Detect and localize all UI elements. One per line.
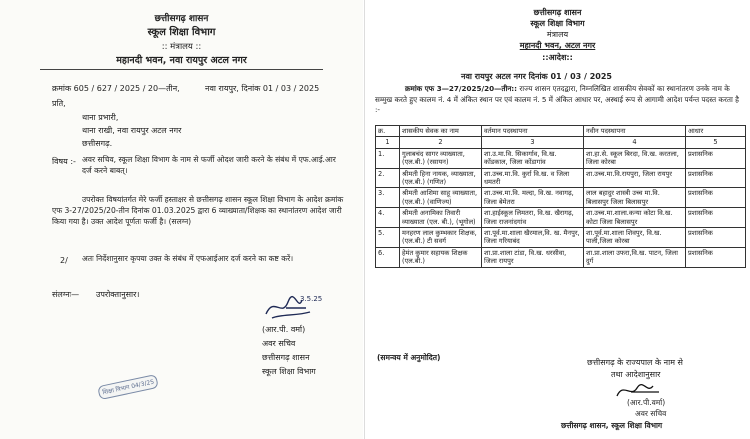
table-cell: शा.पूर्व.मा.शाला खैरमाल,वि. ख. मैनपुर, जिला गरियाबंद xyxy=(482,228,584,248)
column-number: 2 xyxy=(400,137,482,148)
order-letterhead-government: छत्तीसगढ़ शासन xyxy=(533,8,582,17)
letterhead-address: महानदी भवन, नवा रायपुर अटल नगर xyxy=(116,55,247,66)
table-row xyxy=(376,208,746,228)
column-number: 5 xyxy=(686,137,746,148)
body-paragraph-1: उपरोक्त विषयांतर्गत मेरे फर्जी हस्ताक्षर से छत्तीसगढ़ शासन स्कूल शिक्षा विभाग के आदेश क्रमांक एफ 3-27/2025/20-तीन दिनांक 01.03.2025 द्वारा 6 व्याख्याता/शिक्षक का स्थानांतरण आदेश जारी किया गया है। उक्त आदेश पूर्णतः फर्जी है। (सलग्न) xyxy=(52,195,344,227)
table-cell: शा.प्रा.शाला टांडा, वि.ख. धरसीवा, जिला रायपुर xyxy=(482,247,584,267)
signatory-title: अवर सचिव xyxy=(262,339,296,348)
table-cell: शा.हा.से. स्कूल बिरदा, वि.ख. करतला, जिला कोरबा xyxy=(584,148,686,168)
table-cell: शा.उच्च.मा.वि. मल्दा, वि.ख. नवागढ़, जिला बेमेतरा xyxy=(482,188,584,208)
order-heading: ::आदेश:: xyxy=(542,53,573,62)
fir-request-letter xyxy=(0,0,363,439)
table-cell: 4. xyxy=(376,208,400,228)
signatory-department: स्कूल शिक्षा विभाग xyxy=(262,367,316,376)
table-cell: हेमंत कुमार सहायक शिक्षक (एल.बी.) xyxy=(400,247,482,267)
column-number: 4 xyxy=(584,137,686,148)
transfer-table xyxy=(375,125,746,268)
table-cell: शा.हाईस्कूल लिमतरा, वि.ख. खैरागढ़, जिला राजनांदगांव xyxy=(482,208,584,228)
order-letterhead-ministry: मंत्रालय xyxy=(546,30,569,39)
governor-line-1: छत्तीसगढ़ के राज्यपाल के नाम से xyxy=(587,358,683,367)
received-stamp-text: शिक्षा विभाग 04/3/25 xyxy=(101,378,155,397)
table-row xyxy=(376,188,746,208)
table-cell: प्रशासनिक xyxy=(686,208,746,228)
order-signatory-title: अवर सचिव xyxy=(635,409,667,418)
column-number: 1 xyxy=(376,137,400,148)
column-header: वर्तमान पदस्थापना xyxy=(482,126,584,137)
order-intro-text: राज्य शासन एतदद्वारा, निम्नलिखित शासकीय सेवकों का स्थानांतरण उनके नाम के सम्मुख करते हुए कालम नं. 4 में अंकित स्थान पर एवं कालम नं. 5 में अंकित आधार पर, अस्थाई रूप से आगामी आदेश पर्यन्त पदस्त करता है :- xyxy=(375,84,739,114)
table-cell: शा.प्रा.शाला उफरा,वि.ख. पाटन, जिला दुर्ग xyxy=(584,247,686,267)
table-cell: 6. xyxy=(376,247,400,267)
table-cell: 5. xyxy=(376,228,400,248)
table-row xyxy=(376,148,746,168)
reference-number: क्रमांक 605 / 627 / 2025 / 20—तीन, xyxy=(52,84,180,93)
table-cell: प्रशासनिक xyxy=(686,247,746,267)
recipient-line-3: छत्तीसगढ़. xyxy=(82,139,113,148)
signature-date: 3.5.25 xyxy=(300,295,323,303)
table-cell: 1. xyxy=(376,148,400,168)
table-cell: प्रशासनिक xyxy=(686,228,746,248)
order-signatory-name: (आर.पी.वर्मा) xyxy=(627,398,666,407)
header-divider xyxy=(40,69,323,70)
recipient-line-2: थाना राखी, नवा रायपुर अटल नगर xyxy=(82,126,182,135)
order-letterhead-address: महानदी भवन, अटल नगर xyxy=(519,41,596,50)
column-number-row xyxy=(376,137,746,148)
transfer-order xyxy=(364,0,750,439)
order-signature-scribble xyxy=(613,380,677,400)
table-cell: शा.उच्च.मा.वि. कुर्रा वि.ख. व जिला धमतरी xyxy=(482,168,584,188)
table-cell: प्रशासनिक xyxy=(686,188,746,208)
table-row xyxy=(376,247,746,267)
table-cell: शा.उच्च.मा.शाला.कन्या कोटा वि.ख. कोटा जिला बिलासपुर xyxy=(584,208,686,228)
table-row xyxy=(376,168,746,188)
table-header-row xyxy=(376,126,746,137)
order-dateline: नवा रायपुर अटल नगर दिनांक 01 / 03 / 2025 xyxy=(461,72,612,81)
table-cell: शा.उच्च.मा.वि.रायपुरा, जिला रायपुर xyxy=(584,168,686,188)
body-paragraph-2: अतः निर्देशानुसार कृपया उक्त के संबंध में एफआईआर दर्ज करने का कष्ट करें। xyxy=(82,254,294,263)
received-stamp xyxy=(97,374,159,400)
column-number: 3 xyxy=(482,137,584,148)
letterhead-department: स्कूल शिक्षा विभाग xyxy=(147,27,216,38)
table-cell: प्रशासनिक xyxy=(686,148,746,168)
table-cell: मनहरण लाल कुम्भकार शिक्षक, (एल.बी.) टी सवर्ग xyxy=(400,228,482,248)
enclosure-text: उपरोक्तानुसार। xyxy=(96,290,140,299)
table-cell: शा.उ.मा.वि. सिकार्गाव, वि.ख. कोंडकाल, जिला कोंडागांव xyxy=(482,148,584,168)
table-cell: गुलाबचंद सागर व्याख्याता, (एल.बी.) (रसायन) xyxy=(400,148,482,168)
point-number: 2/ xyxy=(60,256,68,265)
table-cell: लाल बहादुर शास्त्री उच्च मा.वि. बिलासपुर जिला बिलासपुर xyxy=(584,188,686,208)
reference-date: नवा रायपुर, दिनांक 01 / 03 / 2025 xyxy=(205,84,320,93)
table-cell: 2. xyxy=(376,168,400,188)
order-signatory-department: छत्तीसगढ़ शासन, स्कूल शिक्षा विभाग xyxy=(561,421,663,430)
approval-note: (समन्वय में अनुमोदित) xyxy=(377,353,441,362)
recipient-line-1: थाना प्रभारी, xyxy=(82,113,119,122)
enclosure-label: संलग्नः— xyxy=(52,290,80,299)
table-cell: श्रीमती हिना नायक, व्याख्याता, (एल.बी.) (गणित) xyxy=(400,168,482,188)
table-cell: 3. xyxy=(376,188,400,208)
order-intro xyxy=(375,84,739,116)
column-header: नवीन पदस्थापना xyxy=(584,126,686,137)
table-row xyxy=(376,228,746,248)
table-cell: श्रीमती आशिमा साहू व्याख्याता, (एल.बी.) (वाणिज्य) xyxy=(400,188,482,208)
table-cell: प्रशासनिक xyxy=(686,168,746,188)
subject-text: अवर सचिव, स्कूल शिक्षा विभाग के नाम से फर्जी ओदश जारी करने के संबंध में एफ.आई.आर दर्ज करने बाबत्। xyxy=(82,155,336,176)
column-header: क्र. xyxy=(376,126,400,137)
salutation-to: प्रति, xyxy=(52,99,66,108)
governor-line-2: तथा आदेशानुसार xyxy=(611,370,661,379)
signatory-name: (आर.पी. वर्मा) xyxy=(262,325,306,334)
column-header: आधार xyxy=(686,126,746,137)
order-letterhead-department: स्कूल शिक्षा विभाग xyxy=(530,19,585,28)
order-number: क्रमांक एफ 3—27/2025/20—तीन:: xyxy=(405,84,518,93)
column-header: शासकीय सेवक का नाम xyxy=(400,126,482,137)
table-cell: शा.पूर्व.मा.शाला शिवपुर, वि.ख. पाली,जिला कोरबा xyxy=(584,228,686,248)
signatory-government: छत्तीसगढ़ शासन xyxy=(262,353,310,362)
letterhead-ministry: :: मंत्रालय :: xyxy=(161,42,202,52)
table-cell: श्रीमती अनामिका तिवारी व्याख्याता (एल. बी.), (भूगोल) xyxy=(400,208,482,228)
letterhead-government: छत्तीसगढ़ शासन xyxy=(154,14,209,24)
subject-label: विषय :- xyxy=(52,157,76,166)
